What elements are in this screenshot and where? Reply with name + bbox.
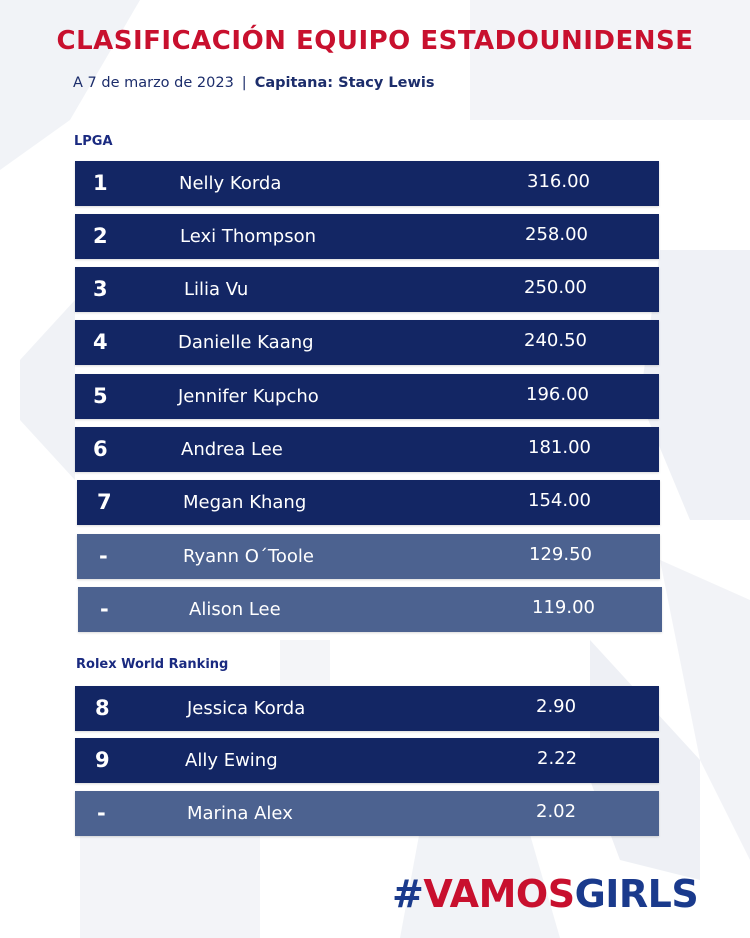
row-name: Nelly Korda [179, 173, 282, 194]
date-text: A 7 de marzo de 2023 [73, 75, 234, 91]
row-points: 181.00 [528, 437, 591, 458]
row-position: - [99, 544, 108, 568]
row-position: 6 [93, 437, 108, 461]
table-row [75, 320, 659, 365]
row-position: 4 [93, 330, 108, 354]
table-row [75, 374, 659, 419]
table-row [78, 587, 662, 632]
section-label-lpga: LPGA [74, 134, 113, 149]
row-points: 258.00 [525, 224, 588, 245]
row-position: 2 [93, 224, 108, 248]
row-points: 129.50 [529, 544, 592, 565]
table-row [77, 534, 660, 579]
table-row [75, 267, 659, 312]
row-points: 316.00 [527, 171, 590, 192]
row-points: 196.00 [526, 384, 589, 405]
row-position: 5 [93, 384, 108, 408]
row-points: 2.02 [536, 801, 577, 822]
row-points: 250.00 [524, 277, 587, 298]
row-points: 154.00 [528, 490, 591, 511]
hashtag-girls: GIRLS [574, 872, 699, 916]
table-row [75, 427, 659, 472]
row-position: - [97, 801, 106, 825]
row-position: 9 [95, 748, 110, 772]
row-name: Alison Lee [189, 599, 281, 620]
table-row [75, 791, 659, 836]
hashtag-vamosgirls [392, 872, 698, 916]
row-position: - [100, 597, 109, 621]
row-position: 3 [93, 277, 108, 301]
hashtag-vamos: VAMOS [423, 872, 575, 916]
hashtag-symbol: # [392, 872, 424, 916]
row-name: Ryann O´Toole [183, 546, 314, 567]
row-name: Lilia Vu [184, 279, 249, 300]
row-name: Jessica Korda [187, 698, 306, 719]
captain-text: Capitana: Stacy Lewis [254, 75, 435, 91]
row-name: Danielle Kaang [178, 332, 314, 353]
table-row [77, 480, 660, 525]
table-row [75, 686, 659, 731]
subtitle [73, 75, 434, 91]
row-position: 8 [95, 696, 110, 720]
section-label-rolex: Rolex World Ranking [76, 657, 229, 672]
row-points: 2.90 [536, 696, 577, 717]
page-title: CLASIFICACIÓN EQUIPO ESTADOUNIDENSE [56, 26, 694, 56]
row-points: 240.50 [524, 330, 587, 351]
row-name: Lexi Thompson [180, 226, 317, 247]
separator: | [241, 75, 247, 91]
row-name: Jennifer Kupcho [178, 386, 319, 407]
row-position: 1 [93, 171, 108, 195]
row-position: 7 [97, 490, 112, 514]
table-row [75, 161, 659, 206]
row-points: 119.00 [532, 597, 595, 618]
row-name: Ally Ewing [185, 750, 278, 771]
row-name: Megan Khang [183, 492, 307, 513]
row-points: 2.22 [537, 748, 578, 769]
table-row [75, 214, 659, 259]
row-name: Andrea Lee [181, 439, 283, 460]
row-name: Marina Alex [187, 803, 293, 824]
table-row [75, 738, 659, 783]
